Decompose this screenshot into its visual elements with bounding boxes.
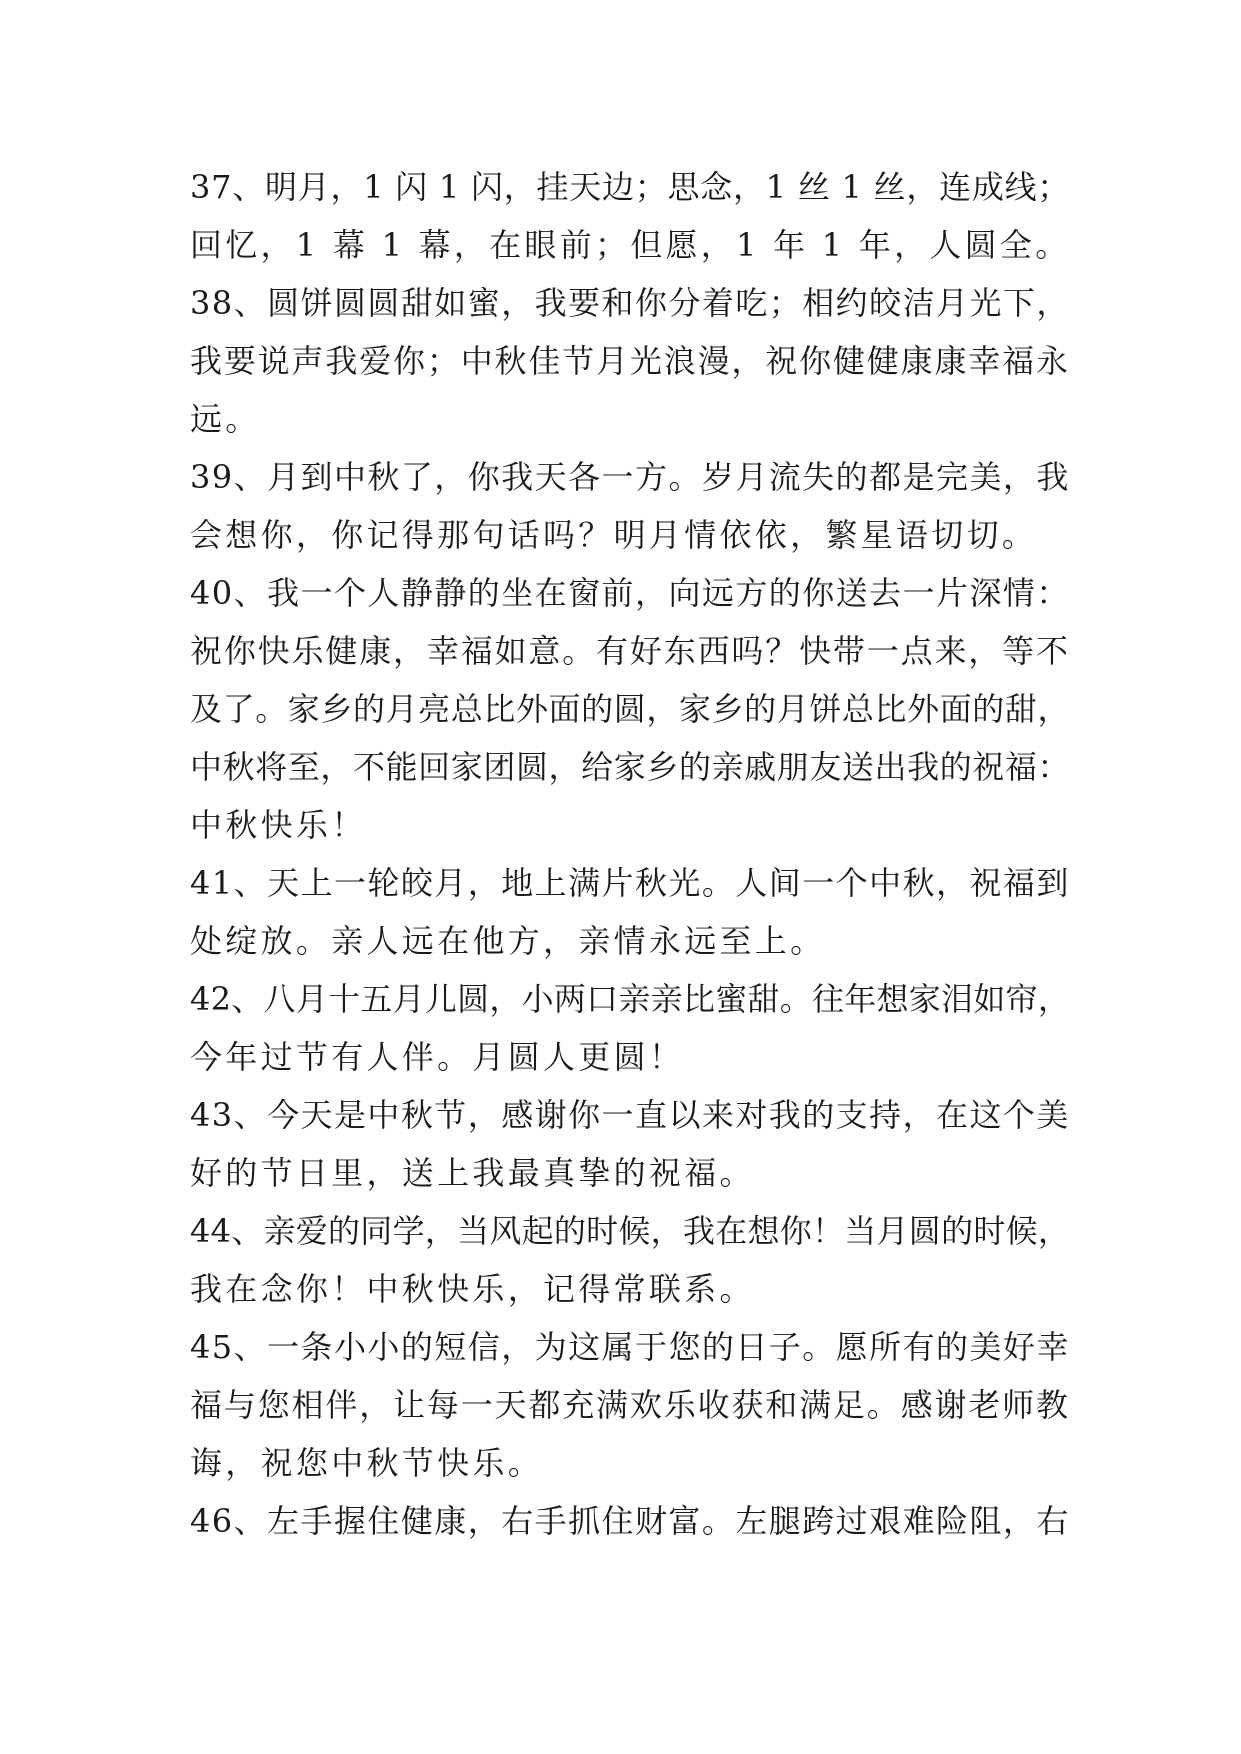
text-line: 远。 — [190, 400, 261, 438]
text-line: 39、月到中秋了，你我天各一方。岁月流失的都是完美，我 — [190, 458, 1070, 496]
text-line: 46、左手握住健康，右手抓住财富。左腿跨过艰难险阻，右 — [190, 1502, 1070, 1540]
text-line: 38、圆饼圆圆甜如蜜，我要和你分着吃；相约皎洁月光下， — [190, 284, 1070, 322]
text-line: 祝你快乐健康，幸福如意。有好东西吗？快带一点来，等不 — [190, 632, 1070, 670]
text-line: 及了。家乡的月亮总比外面的圆，家乡的月饼总比外面的甜， — [190, 690, 1071, 728]
text-line: 好的节日里，送上我最真挚的祝福。 — [190, 1154, 755, 1192]
text-line: 回忆，1 幕 1 幕，在眼前；但愿，1 年 1 年，人圆全。 — [190, 226, 1071, 264]
text-line: 中秋快乐！ — [190, 806, 367, 844]
text-line: 44、亲爱的同学，当风起的时候，我在想你！当月圆的时候， — [190, 1212, 1071, 1250]
text-line: 处绽放。亲人远在他方，亲情永远至上。 — [190, 922, 826, 960]
text-line: 41、天上一轮皎月，地上满片秋光。人间一个中秋，祝福到 — [190, 864, 1070, 902]
text-line: 中秋将至，不能回家团圆，给家乡的亲戚朋友送出我的祝福： — [190, 748, 1071, 786]
text-line: 会想你，你记得那句话吗？明月情依依，繁星语切切。 — [190, 516, 1038, 554]
text-line: 诲，祝您中秋节快乐。 — [190, 1444, 544, 1482]
text-line: 我在念你！中秋快乐，记得常联系。 — [190, 1270, 755, 1308]
document-body — [190, 158, 1070, 1550]
text-line: 37、明月，1 闪 1 闪，挂天边；思念，1 丝 1 丝，连成线； — [190, 168, 1071, 206]
text-line: 今年过节有人伴。月圆人更圆！ — [190, 1038, 685, 1076]
text-line: 42、八月十五月儿圆，小两口亲亲比蜜甜。往年想家泪如帘， — [190, 980, 1071, 1018]
text-line: 40、我一个人静静的坐在窗前，向远方的你送去一片深情： — [190, 574, 1070, 612]
text-line: 45、一条小小的短信，为这属于您的日子。愿所有的美好幸 — [190, 1328, 1070, 1366]
text-line: 我要说声我爱你；中秋佳节月光浪漫，祝你健健康康幸福永 — [190, 342, 1070, 380]
text-line: 43、今天是中秋节，感谢你一直以来对我的支持，在这个美 — [190, 1096, 1070, 1134]
text-line: 福与您相伴，让每一天都充满欢乐收获和满足。感谢老师教 — [190, 1386, 1070, 1424]
